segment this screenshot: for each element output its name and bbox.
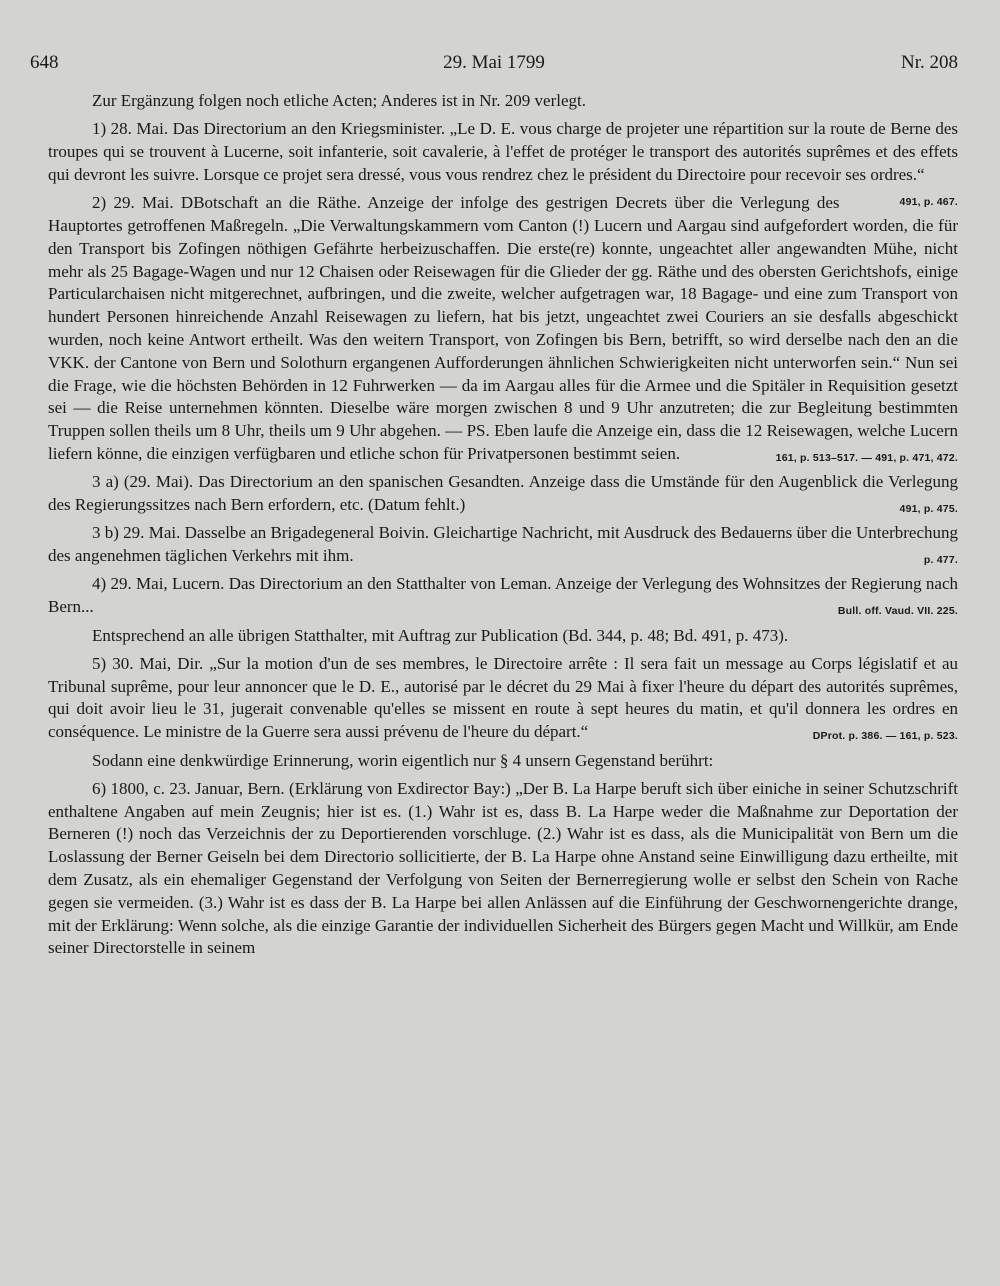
source-reference: 161, p. 513–517. — 491, p. 471, 472.: [775, 451, 958, 464]
paragraph: [48, 522, 958, 568]
paragraph: [48, 750, 958, 773]
paragraph: [48, 625, 958, 648]
paragraph-text: 3 b) 29. Mai. Dasselbe an Brigadegeneral Boivin. Gleichartige Nachricht, mit Ausdruck des Bedauerns über die Unterbrechung des angenehmen täglichen Verkehrs mit ihm.: [48, 523, 958, 566]
paragraph-text: 3 a) (29. Mai). Das Directorium an den spanischen Gesandten. Anzeige dass die Umstände für den Augenblick die Verlegung des Regierungssitzes nach Bern erfordern, etc. (Datum fehlt.): [48, 472, 958, 515]
paragraph-text: 6) 1800, c. 23. Januar, Bern. (Erklärung von Exdirector Bay:) „Der B. La Harpe beruft sich über einiche in seiner Schutzschrift enthaltene Angaben auf mein Zeugnis; hier ist es. (1.) Wahr ist es, dass B. La Harpe weder die Maßnahme zur Deportation der Berneren (!) noch das Verzeichnis der zu Deportierenden vorschluge. (2.) Wahr ist es dass, als die Municipalität von Bern um die Loslassung der Berner Geiseln bei dem Directorio sollicitierte, der B. La Harpe ohne Anstand seine Einwilligung dazu ertheilte, mit dem Zusatz, als ein ehemaliger Gegenstand der Verfolgung von Seiten der Bernerregierung wolle er selbst den Schein von Rache gegen sie vermeiden. (3.) Wahr ist es dass der B. La Harpe bei allen Anlässen auf die Einführung der Geschwornengerichte drange, mit der Erklärung: Wenn solche, als die einzige Garantie der individuellen Sicherheit des Bürgers gegen Macht und Willkür, am Ende seiner Directorstelle in seinem: [48, 778, 958, 958]
paragraph-text: Zur Ergänzung folgen noch etliche Acten; Anderes ist in Nr. 209 verlegt.: [92, 91, 586, 110]
paragraph-text: 5) 30. Mai, Dir. „Sur la motion d'un de ses membres, le Directoire arrête : Il sera fait un message au Corps législatif et au Tribunal suprême, pour leur annoncer que le D. E., autorisé par le décret du 29 Mai à fixer l'heure du départ des autorités suprêmes, qui doit avoir lieu le 31, jugerait convenable qu'elles se missent en route à sept heures du matin, et qu'il donnera les ordres en conséquence. Le ministre de la Guerre sera aussi prévenu de l'heure du départ.“: [48, 653, 958, 742]
source-reference: 491, p. 467.: [899, 195, 958, 208]
page-header: [30, 52, 958, 82]
paragraph-text: Entsprechend an alle übrigen Statthalter, mit Auftrag zur Publication (Bd. 344, p. 48; Bd. 491, p. 473).: [92, 625, 789, 645]
document-body: [48, 90, 958, 966]
paragraph-text: 1) 28. Mai. Das Directorium an den Kriegsminister. „Le D. E. vous charge de projeter une répartition sur la route de Berne des troupes qui se trouvent à Lucerne, soit infanterie, soit cavalerie, à l'effet de protéger le transport des autorités suprêmes et des effets qui devront les suivre. Lorsque ce projet sera dressé, vous vous rendrez chez le président du Directoire pour recevoir ses ordres.“: [48, 119, 958, 184]
paragraph-text: Sodann eine denkwürdige Erinnerung, worin eigentlich nur § 4 unsern Gegenstand berührt:: [92, 750, 714, 770]
paragraph: [48, 192, 958, 466]
paragraph: [48, 778, 958, 960]
document-number: Nr. 208: [901, 52, 958, 73]
source-reference: Bull. off. Vaud. VII. 225.: [837, 605, 958, 618]
source-reference: 491, p. 475.: [899, 503, 958, 516]
paragraph-text: 2) 29. Mai. DBotschaft an die Räthe. Anzeige der infolge des gestrigen Decrets über die Verlegung des Hauptortes getroffenen Maßregeln. „Die Verwaltungskammern vom Canton (!) Lucern und Aargau sind aufgefordert worden, die für den Transport bis Zofingen nöthigen Gefährte herbeizuschaffen. Die erste(re) konnte, ungeachtet aller angewandten Mühe, nicht mehr als 25 Bagage-Wagen und nur 12 Chaisen oder Reisewagen für die Glieder der gg. Räthe und des obersten Gerichtshofs, einige Particularchaisen nicht mitgerechnet, aufbringen, und die zweite, welcher aufgetragen war, 18 Bagage- und eine zum Transport von hundert Personen hinreichende Anzahl Reisewagen zu liefern, hat bis jetzt, ungeachtet zwei Couriers an sie desfalls abgeschickt wurden, noch keine Antwort ertheilt. Was den weitern Transport, von Zofingen bis Bern, betrifft, so wird derselbe nach den an die VKK. der Cantone von Bern und Solothurn ergangenen Aufforderungen ähnlichen Schwierigkeiten nicht unterworfen sein.“ Nun sei die Frage, wie die höchsten Behörden in 12 Fuhrwerken — da im Aargau alles für die Armee und die Spitäler in Requisition gesetzt sei — die Reise unternehmen könnten. Dieselbe wäre morgen zwischen 8 und 9 Uhr anzutreten; die zur Begleitung bestimmten Truppen sollen theils um 8 Uhr, theils um 9 Uhr abgehen. — PS. Eben laufe die Anzeige ein, dass die 12 Reisewagen, welche Lucern liefern könne, die einzigen verfügbaren und etliche schon für Privatpersonen bestimmt seien.: [48, 193, 958, 463]
page-number: 648: [30, 52, 59, 73]
header-date: 29. Mai 1799: [443, 52, 545, 73]
paragraph: [48, 573, 958, 619]
source-reference: DProt. p. 386. — 161, p. 523.: [812, 730, 958, 743]
source-reference: p. 477.: [923, 554, 958, 567]
paragraph-text: 4) 29. Mai, Lucern. Das Directorium an den Statthalter von Leman. Anzeige der Verlegung des Wohnsitzes der Regierung nach Bern...: [48, 574, 958, 617]
paragraph: [48, 471, 958, 517]
paragraph: [48, 90, 958, 113]
paragraph: [48, 118, 958, 208]
paragraph: [48, 653, 958, 744]
